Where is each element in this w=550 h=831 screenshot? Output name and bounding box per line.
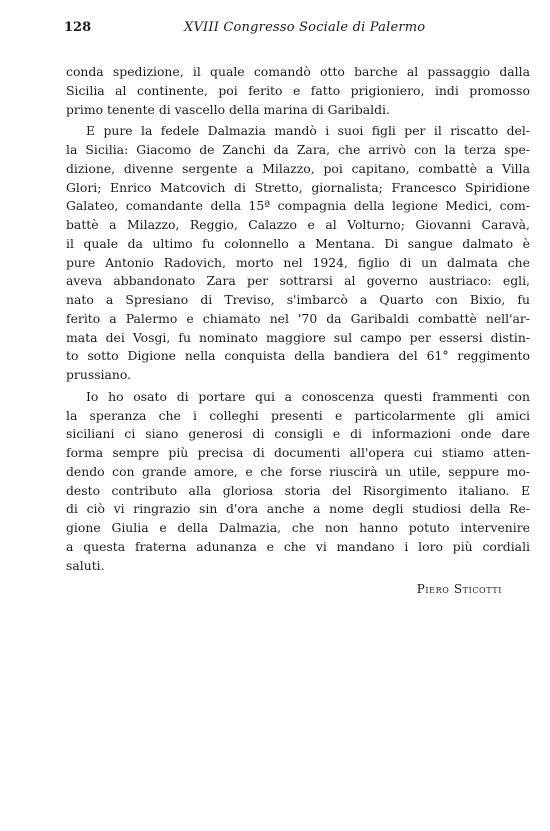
text-line: mata dei Vosgi, fu nominato maggiore sul campo per essersi distin- [66, 329, 530, 345]
text-line: ferito a Palermo e chiamato nel '70 da Garibaldi combattè nell'ar- [66, 310, 530, 326]
text-line: pure Antonio Radovich, morto nel 1924, figlio di un dalmata che [66, 254, 530, 270]
text-line: Galateo, comandante della 15ª compagnia della legione Medici, com- [66, 198, 530, 214]
text-line: il quale da ultimo fu colonnello a Mentana. Di sangue dalmato è [66, 235, 530, 251]
text-line: dizione, divenne sergente a Milazzo, poi capitano, combattè a Villa [66, 160, 530, 176]
paragraph-1 [66, 63, 530, 119]
paragraph-2 [66, 122, 530, 385]
text-line: prussiano. [66, 367, 132, 382]
text-line: desto contributo alla gloriosa storia del Risorgimento italiano. E [66, 482, 530, 498]
text-line: E pure la fedele Dalmazia mandò i suoi figli per il riscatto del- [86, 123, 530, 139]
text-line: la speranza che i colleghi presenti e particolarmente gli amici [66, 407, 530, 423]
author-signature: Piero Sticotti [416, 582, 502, 596]
text-line: Sicilia al continente, poi ferito e fatto prigioniero, indi promosso [66, 82, 530, 98]
text-line: aveva abbandonato Zara per sottrarsi al governo austriaco: egli, [66, 273, 530, 289]
text-line: dendo con grande amore, e che forse riuscirà un utile, seppure mo- [66, 463, 530, 479]
body-text [66, 63, 530, 575]
text-line: primo tenente di vascello della marina di Garibaldi. [66, 101, 390, 117]
text-line: to sotto Digione nella conquista della bandiera del 61° reggimento [66, 348, 530, 364]
text-line: conda spedizione, il quale comandò otto barche al passaggio dalla [66, 64, 530, 79]
text-line: siciliani ci siano generosi di consigli e di informazioni onde dare [66, 426, 530, 442]
page-number: 128 [64, 20, 92, 35]
text-line: la Sicilia: Giacomo de Zanchi da Zara, che arrivò con la terza spe- [66, 142, 530, 157]
text-line: Io ho osato di portare qui a conoscenza questi frammenti con [86, 388, 530, 404]
text-line: nato a Spresiano di Treviso, s'imbarcò a Quarto con Bixio, fu [66, 292, 530, 307]
text-line: Glori; Enrico Matcovich di Stretto, giornalista; Francesco Spiridione [66, 179, 530, 195]
text-line: di ciò vi ringrazio sin d'ora anche a nome degli studiosi della Re- [66, 501, 530, 517]
text-line: battè a Milazzo, Reggio, Calazzo e al Volturno; Giovanni Caravà, [66, 217, 530, 232]
page-header [64, 20, 474, 38]
running-title: XVIII Congresso Sociale di Palermo [184, 20, 426, 35]
text-line: forma sempre più precisa di documenti all'opera cui stiamo atten- [66, 445, 530, 460]
text-line: gione Giulia e della Dalmazia, che non hanno potuto intervenire [66, 520, 530, 535]
text-line: a questa fraterna adunanza e che vi mandano i loro più cordiali [66, 538, 530, 554]
paragraph-3 [66, 388, 530, 576]
text-line: saluti. [66, 557, 105, 573]
